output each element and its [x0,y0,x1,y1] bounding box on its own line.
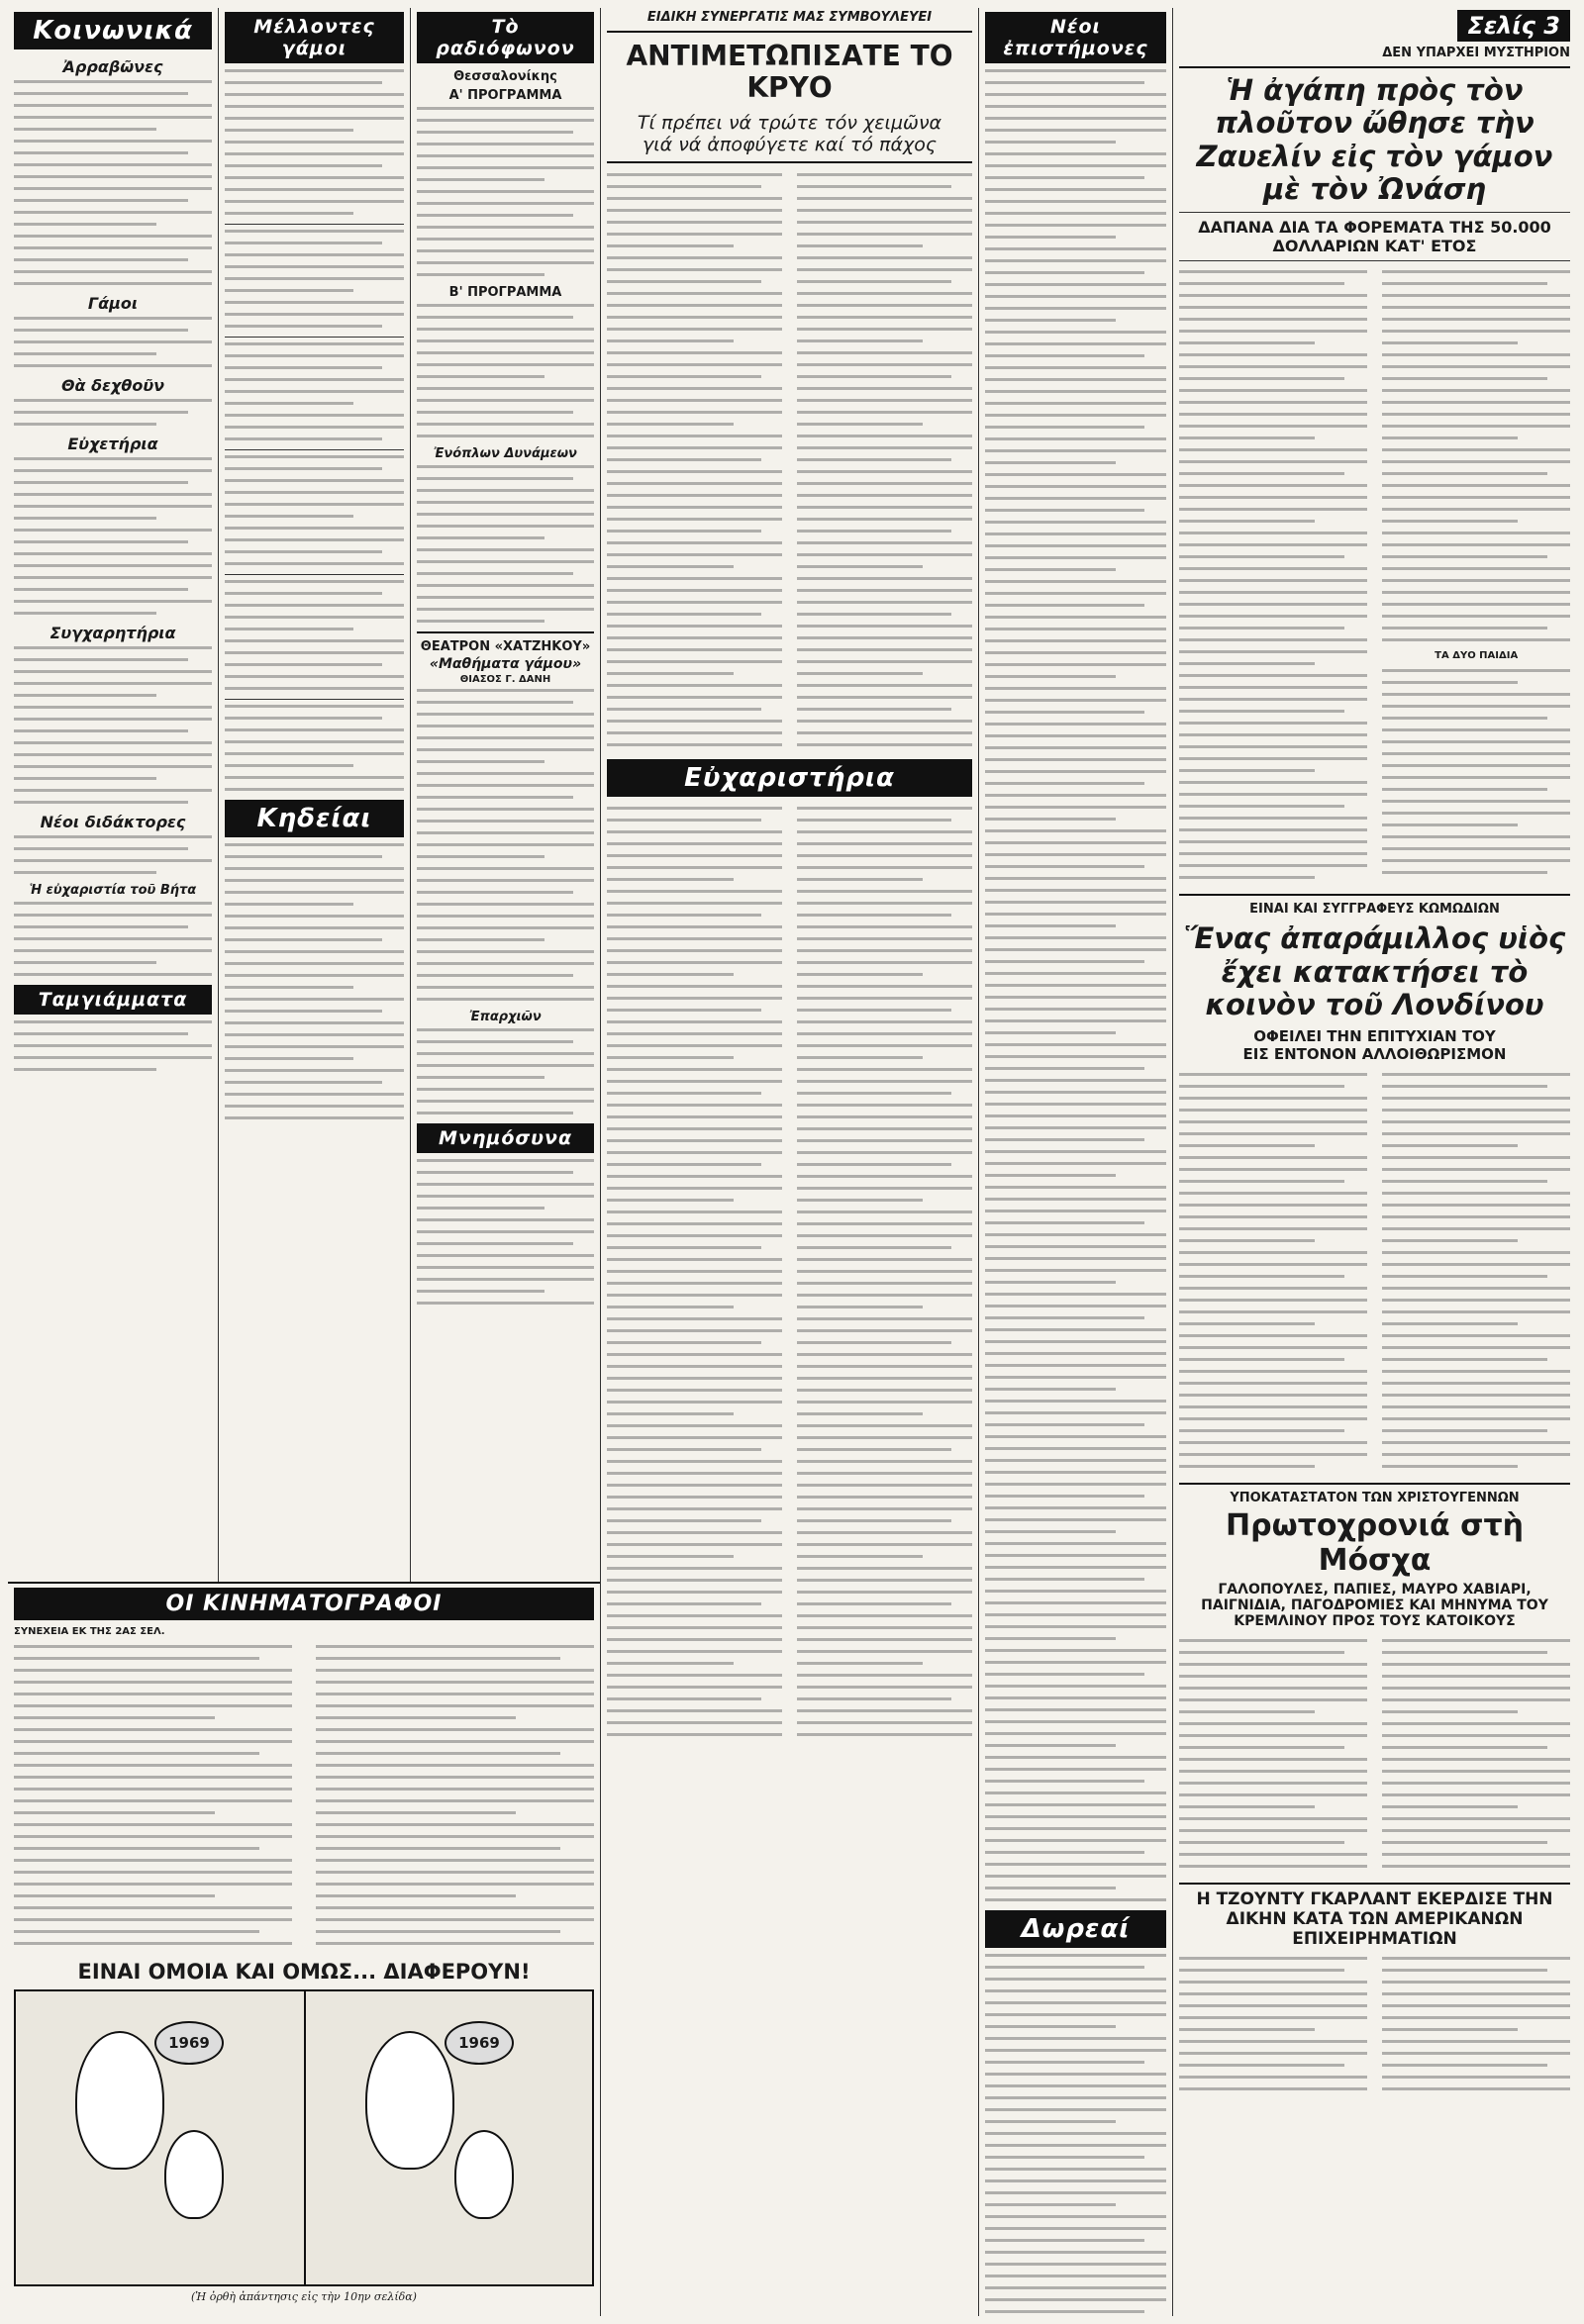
armed-forces-title: Ἐνόπλων Δυνάμεων [434,446,577,461]
armed-forces-text [417,465,594,623]
cartoon-headline: ΕΙΝΑΙ ΟΜΟΙΑ ΚΑΙ ΟΜΩΣ... ΔΙΑΦΕΡΟΥΝ! [77,1960,531,1984]
memorial-banner: Μνημόσυνα [417,1123,594,1153]
moscow-body [1179,1635,1570,1877]
london-body [1179,1069,1570,1477]
cartoon-right-panel [304,1991,592,2284]
page-number-label: Σελίς 3 [1457,10,1570,42]
moscow-kicker: ΥΠΟΚΑΤΑΣΤΑΤΟΝ ΤΩΝ ΧΡΙΣΤΟΥΓΕΝΝΩΝ [1230,1491,1520,1506]
wedding-banner: Ταμγιάμματα [14,985,212,1015]
program-a-title: Α' ΠΡΟΓΡΑΜΜΑ [448,88,562,103]
program-b-title: Β' ΠΡΟΓΡΑΜΜΑ [448,285,562,300]
old-man-figure [365,2031,454,2170]
receptions-text [14,399,212,426]
new-scientists-text [985,69,1166,1901]
theatre-title: ΘΕΑΤΡΟΝ «ΧΑΤΖΗΚΟΥ» [420,639,591,654]
wishes-title: Εὐχετήρια [67,435,158,453]
two-children-subhead: ΤΑ ΔΥΟ ΠΑΙΔΙΑ [1435,650,1519,662]
thanks-body [607,803,972,1745]
onassis-body [1179,266,1570,888]
cartoon-caption: (Ἡ ὀρθὴ ἀπάντησις εἰς τὴν 10ην σελίδα) [191,2290,417,2304]
thanks-title: Ἡ εὐχαριστία τοῦ Βήτα [29,883,197,898]
cold-article-column [600,8,978,2316]
cinema-and-cartoon-block [8,1582,600,2316]
baby-figure [164,2130,224,2219]
london-deck-1: ΟΦΕΙΛΕΙ ΤΗΝ ΕΠΙΤΥΧΙΑΝ ΤΟΥ [1253,1027,1496,1046]
future-weddings-text [225,69,404,791]
weddings-title: Γάμοι [87,294,139,313]
thanks-text [14,902,212,976]
london-kicker: ΕΙΝΑΙ ΚΑΙ ΣΥΓΓΡΑΦΕΥΣ ΚΩΜΩΔΙΩΝ [1249,902,1500,918]
onassis-headline: Ἡ ἀγάπη πρὸς τὸν πλοῦτον ὤθησε τὴν Ζαυελίν εἰς τὸν γάμον μὲ τὸν Ὠνάση [1196,73,1553,207]
cold-headline: ΑΝΤΙΜΕΤΩΠΙΣΑΤΕ ΤΟ ΚΡΥΟ [626,40,953,105]
congrats-title: Συγχαρητήρια [50,624,176,642]
theatre-review: ΘΙΑΣΟΣ Γ. ΔΑΝΗ [459,674,551,685]
cinema-listings [14,1641,594,1954]
memorial-text [417,1159,594,1305]
cold-deck-1: Τί πρέπει νά τρώτε τόν χειμῶνα [637,112,942,135]
right-news-column [1172,8,1576,2316]
receptions-title: Θὰ δεχθοῦν [60,376,165,395]
theatre-text [417,689,594,1001]
newspaper-page [8,8,1576,2316]
province-text [417,1028,594,1114]
new-scientists-banner: Νέοι ἐπιστήμονες [985,12,1166,63]
moscow-headline: Πρωτοχρονιά στὴ Μόσχα [1226,1508,1524,1578]
wedding-text [14,1020,212,1071]
cartoon-left-panel [16,1991,304,2284]
program-a-text [417,107,594,276]
year-plate-left: 1969 [154,2021,224,2065]
future-weddings-banner: Μέλλοντες γάμοι [225,12,404,63]
year-plate-right: 1969 [445,2021,514,2065]
cold-deck-2: γιά νά ἀποφύγετε καί τό πάχος [642,134,938,156]
cinema-lead: ΣΥΝΕΧΕΙΑ ΕΚ ΤΗΣ 2ΑΣ ΣΕΛ. [14,1626,165,1637]
radio-banner: Τὸ ραδιόφωνον [417,12,594,63]
graduates-title: Νέοι διδάκτορες [40,813,186,831]
engagements-title: Ἀρραβῶνες [62,57,163,76]
onassis-kicker: ΔΕΝ ΥΠΑΡΧΕΙ ΜΥΣΤΗΡΙΟΝ [1382,46,1570,60]
obits-banner: Κηδείαι [225,800,404,837]
thanks-banner: Εὐχαριστήρια [607,759,972,797]
graduates-text [14,835,212,874]
social-banner: Κοινωνικά [14,12,212,49]
obits-text [225,843,404,1119]
cartoon-illustration [14,1989,594,2286]
london-deck-2: ΕΙΣ ΕΝΤΟΝΟΝ ΑΛΛΟΙΘΩΡΙΣΜΟΝ [1242,1045,1507,1064]
province-title: Ἐπαρχιῶν [469,1010,542,1024]
wishes-text [14,457,212,615]
donations-text [985,1954,1166,2316]
garland-body [1179,1953,1570,2099]
engagements-text [14,80,212,285]
theatre-play: «Μαθήματα γάμου» [429,656,582,672]
congrats-text [14,646,212,804]
old-man-figure [75,2031,164,2170]
london-headline: Ἕνας ἀπαράμιλλος υἱὸς ἔχει κατακτήσει τὸ κοινὸν τοῦ Λονδίνου [1183,921,1566,1022]
new-scientists-column [978,8,1172,2316]
moscow-deck: ΓΑΛΟΠΟΥΛΕΣ, ΠΑΠΙΕΣ, ΜΑΥΡΟ ΧΑΒΙΑΡΙ, ΠΑΙΓΝΙΔΙΑ, ΠΑΓΟΔΡΟΜΙΕΣ ΚΑΙ ΜΗΝΥΜΑ ΤΟΥ ΚΡΕΜΛΙΝΟΥ ΠΡΟΣ ΤΟΥΣ ΚΑΤΟΙΚΟΥΣ [1201,1582,1548,1630]
thessaloniki-title: Θεσσαλονίκης [453,69,557,84]
weddings-text [14,317,212,367]
baby-figure [454,2130,514,2219]
cold-article-body [607,169,972,755]
cinema-banner: ΟΙ ΚΙΝΗΜΑΤΟΓΡΑΦΟΙ [14,1588,594,1620]
onassis-deck: ΔΑΠΑΝΑ ΔΙΑ ΤΑ ΦΟΡΕΜΑΤΑ ΤΗΣ 50.000 ΔΟΛΛΑΡΙΩΝ ΚΑΤ' ΕΤΟΣ [1198,218,1551,256]
program-b-text [417,304,594,437]
donations-banner: Δωρεαί [985,1910,1166,1948]
cold-kicker: ΕΙΔΙΚΗ ΣΥΝΕΡΓΑΤΙΣ ΜΑΣ ΣΥΜΒΟΥΛΕΥΕΙ [646,10,933,25]
garland-headline: Η ΤΖΟΥΝΤΥ ΓΚΑΡΛΑΝΤ ΕΚΕΡΔΙΣΕ ΤΗΝ ΔΙΚΗΝ ΚΑΤΑ ΤΩΝ ΑΜΕΡΙΚΑΝΩΝ ΕΠΙΧΕΙΡΗΜΑΤΙΩΝ [1196,1889,1553,1949]
